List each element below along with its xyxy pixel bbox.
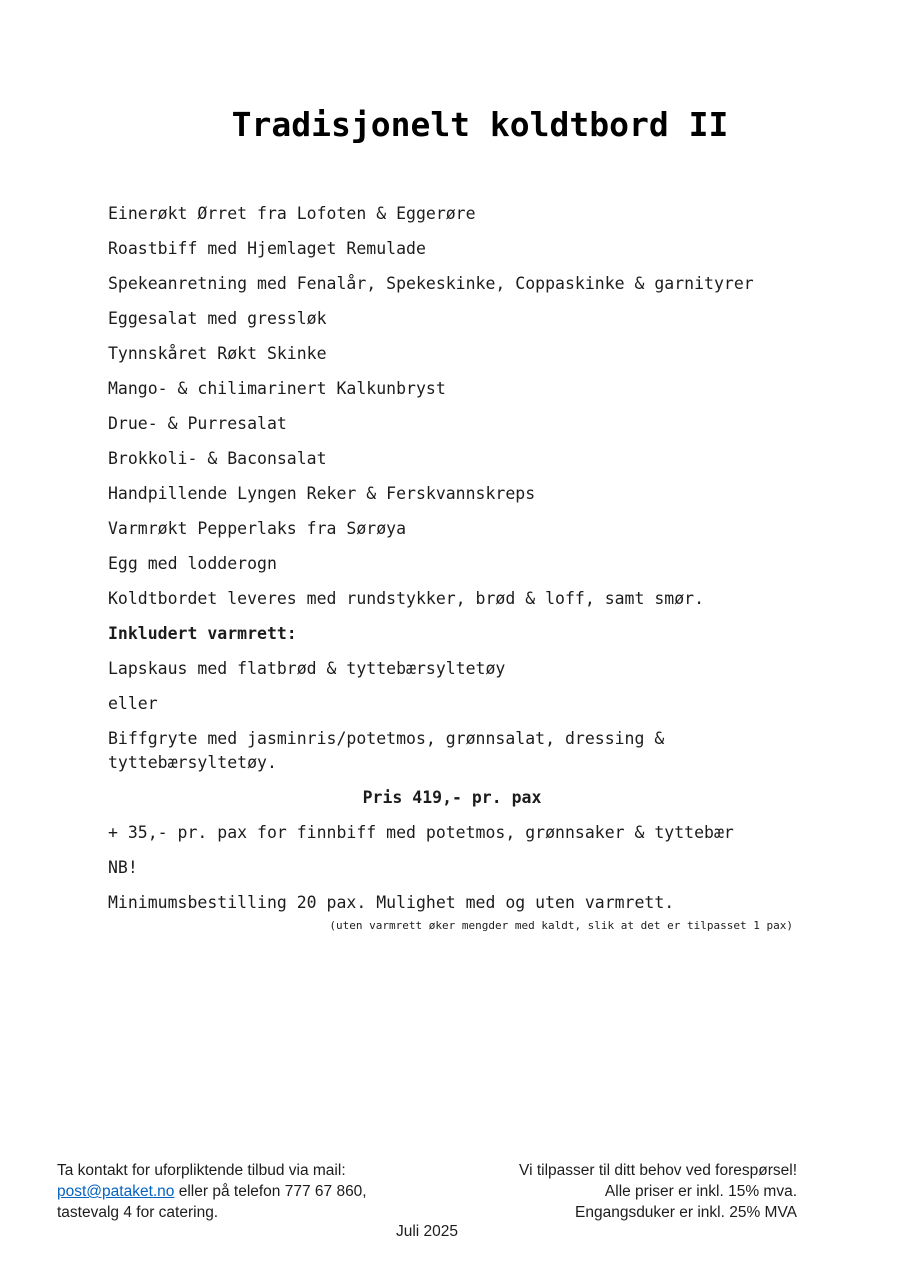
menu-item: Mango- & chilimarinert Kalkunbryst [108, 379, 446, 398]
footer-date: Juli 2025 [395, 1223, 459, 1240]
menu-item: Eggesalat med gressløk [108, 309, 327, 328]
bread-note: Koldtbordet leveres med rundstykker, brød & loff, samt smør. [108, 589, 705, 608]
page-title: Tradisjonelt koldtbord II [231, 105, 729, 144]
contact-intro: Ta kontakt for uforpliktende tilbud via mail: [57, 1162, 346, 1179]
menu-item: Einerøkt Ørret fra Lofoten & Eggerøre [108, 204, 476, 223]
menu-item: Roastbiff med Hjemlaget Remulade [108, 239, 426, 258]
menu-item: Handpillende Lyngen Reker & Ferskvannskreps [108, 484, 536, 503]
email-link[interactable]: post@pataket.no [57, 1183, 175, 1200]
footer-info-line2: Alle priser er inkl. 15% mva. [604, 1183, 797, 1200]
footer-info-line3: Engangsduker er inkl. 25% MVA [575, 1204, 797, 1221]
footer-info [519, 1160, 797, 1223]
addon-price-line: + 35,- pr. pax for finnbiff med potetmos, grønnsaker & tyttebær [108, 823, 734, 842]
footer [57, 1160, 797, 1223]
contact-line3: tastevalg 4 for catering. [57, 1204, 219, 1221]
menu-item: Egg med lodderogn [108, 554, 277, 573]
contact-phone: eller på telefon 777 67 860, [174, 1183, 367, 1200]
menu-item: Brokkoli- & Baconsalat [108, 449, 327, 468]
varmrett-heading: Inkludert varmrett: [108, 624, 297, 643]
footer-info-line1: Vi tilpasser til ditt behov ved forespørsel! [519, 1162, 797, 1179]
varmrett-option-2: Biffgryte med jasminris/potetmos, grønnsalat, dressing & tyttebærsyltetøy. [108, 729, 665, 772]
price-line: Pris 419,- pr. pax [362, 788, 542, 807]
footer-contact [57, 1160, 367, 1223]
menu-item: Tynnskåret Røkt Skinke [108, 344, 327, 363]
menu-item: Varmrøkt Pepperlaks fra Sørøya [108, 519, 407, 538]
varmrett-separator: eller [108, 694, 158, 713]
contact-line2 [57, 1181, 367, 1202]
nb-label: NB! [108, 858, 138, 877]
menu-item: Drue- & Purresalat [108, 414, 287, 433]
menu-item: Spekeanretning med Fenalår, Spekeskinke, Coppaskinke & garnityrer [108, 274, 754, 293]
minimum-order-line: Minimumsbestilling 20 pax. Mulighet med og uten varmrett. [108, 893, 675, 912]
minimum-order-detail: (uten varmrett øker mengder med kaldt, slik at det er tilpasset 1 pax) [329, 919, 793, 932]
menu-item-list [108, 202, 852, 576]
varmrett-option-1: Lapskaus med flatbrød & tyttebærsyltetøy [108, 659, 506, 678]
